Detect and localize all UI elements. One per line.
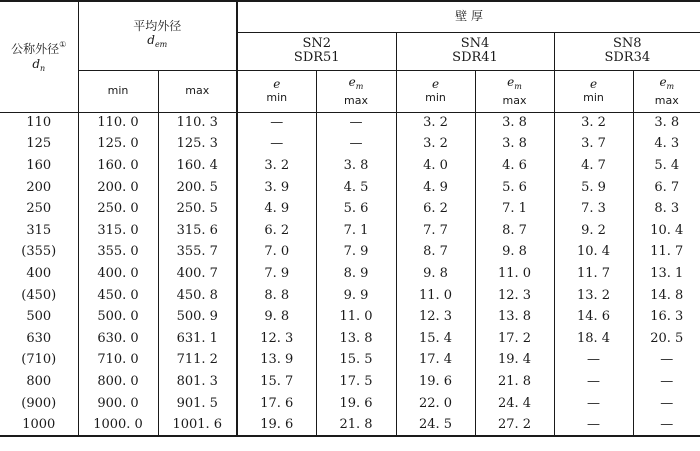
sn2-e-min-cell: 19. 6 — [237, 414, 316, 436]
mean-od-max-cell: 110. 3 — [158, 112, 237, 134]
mean-od-max-cell: 200. 5 — [158, 177, 237, 199]
table-row — [0, 263, 700, 285]
max-label: max — [654, 93, 679, 107]
mean-od-min-cell: 355. 0 — [78, 242, 158, 264]
sn8-e-min-cell: 3. 2 — [554, 112, 633, 134]
group-sn2-header — [237, 32, 396, 70]
sn4-em-max-cell: 9. 8 — [475, 242, 554, 264]
sn4-e-min-cell: 4. 0 — [396, 155, 475, 177]
sn4-em-max-cell: 19. 4 — [475, 350, 554, 372]
em-symbol: e — [348, 74, 356, 89]
group-sdr-label: SDR41 — [452, 50, 498, 65]
sn4-em-max-cell: 11. 0 — [475, 263, 554, 285]
sn2-em-max-cell: 7. 1 — [316, 220, 396, 242]
nominal-od-note: ① — [59, 39, 67, 49]
sn4-e-min-header — [396, 70, 475, 112]
nominal-od-cell: 400 — [26, 265, 52, 281]
sn4-em-max-cell: 8. 7 — [475, 220, 554, 242]
table-row — [0, 328, 700, 350]
sn8-em-max-cell: — — [633, 393, 700, 415]
mean-od-min-cell: 630. 0 — [78, 328, 158, 350]
sn4-e-min-cell: 8. 7 — [396, 242, 475, 264]
sn8-em-max-cell: 3. 8 — [633, 112, 700, 134]
sn4-em-max-cell: 4. 6 — [475, 155, 554, 177]
sn2-em-max-cell: 7. 9 — [316, 242, 396, 264]
sn4-e-min-cell: 4. 9 — [396, 177, 475, 199]
mean-od-header — [78, 1, 237, 70]
sn8-em-max-cell: 6. 7 — [633, 177, 700, 199]
sn2-em-max-cell: 5. 6 — [316, 198, 396, 220]
sn8-e-min-cell: 18. 4 — [554, 328, 633, 350]
sn2-em-max-header — [316, 70, 396, 112]
sn8-em-max-cell: 11. 7 — [633, 242, 700, 264]
nominal-od-cell: 315 — [26, 222, 52, 238]
sn4-em-max-cell: 24. 4 — [475, 393, 554, 415]
table-row — [0, 177, 700, 199]
mean-od-subscript: em — [154, 40, 168, 50]
sn4-e-min-cell: 22. 0 — [396, 393, 475, 415]
table-body — [0, 112, 700, 436]
nominal-od-cell: 1000 — [0, 414, 78, 436]
nominal-od-cell: (450) — [21, 287, 57, 303]
nominal-od-cell: 250 — [26, 201, 52, 217]
nominal-od-subscript: n — [40, 63, 46, 73]
sn4-em-max-cell: 7. 1 — [475, 198, 554, 220]
table-row — [0, 371, 700, 393]
sn2-e-min-header — [237, 70, 316, 112]
table-row — [0, 112, 700, 134]
nominal-od-cell: (900) — [21, 395, 57, 411]
nominal-od-cell: 125 — [26, 136, 52, 152]
sn2-em-max-cell: 11. 0 — [316, 306, 396, 328]
group-sn8-header — [554, 32, 700, 70]
mean-od-min-cell: 200. 0 — [78, 177, 158, 199]
group-sdr-label: SDR34 — [604, 50, 651, 65]
mean-od-min-cell: 315. 0 — [78, 220, 158, 242]
sn4-em-max-cell: 5. 6 — [475, 177, 554, 199]
sn4-e-min-cell: 11. 0 — [396, 285, 475, 307]
sn8-e-min-cell: 14. 6 — [554, 306, 633, 328]
mean-od-max-cell: 125. 3 — [158, 134, 237, 156]
table-row — [0, 134, 700, 156]
sn8-e-min-cell: — — [554, 393, 633, 415]
sn8-e-min-cell: — — [554, 371, 633, 393]
sn8-em-max-cell: 4. 3 — [633, 134, 700, 156]
sn4-e-min-cell: 19. 6 — [396, 371, 475, 393]
sn4-em-max-cell: 27. 2 — [475, 414, 554, 436]
sn8-e-min-cell: — — [554, 350, 633, 372]
table-row — [0, 220, 700, 242]
mean-od-max-cell: 315. 6 — [158, 220, 237, 242]
sn8-e-min-header — [554, 70, 633, 112]
sn4-em-max-cell: 17. 2 — [475, 328, 554, 350]
sn8-em-max-header — [633, 70, 700, 112]
mean-od-min-cell: 125. 0 — [78, 134, 158, 156]
sn8-e-min-cell: 3. 7 — [554, 134, 633, 156]
table-row — [0, 306, 700, 328]
sn4-em-max-cell: 13. 8 — [475, 306, 554, 328]
mean-od-min-cell: 250. 0 — [78, 198, 158, 220]
table-row — [0, 285, 700, 307]
sn8-em-max-cell: 10. 4 — [633, 220, 700, 242]
sn2-e-min-cell: 9. 8 — [237, 306, 316, 328]
table-row — [0, 393, 700, 415]
mean-od-max-cell: 160. 4 — [158, 155, 237, 177]
nominal-od-cell: 200 — [26, 179, 52, 195]
mean-od-max-cell: 631. 1 — [158, 328, 237, 350]
sn2-e-min-cell: — — [237, 112, 316, 134]
min-label: min — [107, 84, 129, 97]
mean-od-max-cell: 450. 8 — [158, 285, 237, 307]
max-label: max — [185, 84, 210, 97]
mean-od-max-cell: 250. 5 — [158, 198, 237, 220]
sn2-em-max-cell: 15. 5 — [316, 350, 396, 372]
sn2-em-max-cell: 8. 9 — [316, 263, 396, 285]
sn8-em-max-cell: 5. 4 — [633, 155, 700, 177]
em-symbol: e — [659, 74, 667, 89]
sn2-e-min-cell: 13. 9 — [237, 350, 316, 372]
sn2-em-max-cell: 13. 8 — [316, 328, 396, 350]
em-subscript: m — [514, 81, 522, 91]
sn2-em-max-cell: — — [316, 112, 396, 134]
sn4-em-max-cell: 21. 8 — [475, 371, 554, 393]
sn4-e-min-cell: 17. 4 — [396, 350, 475, 372]
sn4-e-min-cell: 12. 3 — [396, 306, 475, 328]
sn8-em-max-cell: — — [633, 414, 700, 436]
sn4-e-min-cell: 15. 4 — [396, 328, 475, 350]
mean-od-min-cell: 160. 0 — [78, 155, 158, 177]
sn2-e-min-cell: 8. 8 — [237, 285, 316, 307]
sn2-e-min-cell: — — [237, 134, 316, 156]
sn2-em-max-cell: — — [316, 134, 396, 156]
sn4-e-min-cell: 6. 2 — [396, 198, 475, 220]
mean-od-min-cell: 500. 0 — [78, 306, 158, 328]
mean-od-min-cell: 710. 0 — [78, 350, 158, 372]
sn2-e-min-cell: 3. 9 — [237, 177, 316, 199]
mean-od-min-cell: 800. 0 — [78, 371, 158, 393]
sn8-em-max-cell: 16. 3 — [633, 306, 700, 328]
sn8-em-max-cell: 8. 3 — [633, 198, 700, 220]
sn2-e-min-cell: 7. 9 — [237, 263, 316, 285]
mean-od-max-cell: 500. 9 — [158, 306, 237, 328]
e-symbol: e — [273, 77, 281, 91]
sn8-em-max-cell: 14. 8 — [633, 285, 700, 307]
em-symbol: e — [507, 74, 515, 89]
min-label: min — [266, 91, 288, 104]
sn2-em-max-cell: 3. 8 — [316, 155, 396, 177]
sn4-em-max-cell: 3. 8 — [475, 134, 554, 156]
table-row — [0, 414, 700, 436]
nominal-od-cell: (710) — [21, 352, 57, 368]
mean-od-min-header — [78, 70, 158, 112]
sn2-em-max-cell: 4. 5 — [316, 177, 396, 199]
mean-od-symbol: d — [147, 33, 155, 48]
sn8-e-min-cell: — — [554, 414, 633, 436]
sn4-e-min-cell: 24. 5 — [396, 414, 475, 436]
mean-od-min-cell: 400. 0 — [78, 263, 158, 285]
sn2-e-min-cell: 12. 3 — [237, 328, 316, 350]
nominal-od-symbol: d — [32, 56, 41, 71]
min-label: min — [425, 91, 446, 104]
max-label: max — [344, 93, 368, 107]
sn2-e-min-cell: 15. 7 — [237, 371, 316, 393]
sn8-em-max-cell: 20. 5 — [633, 328, 700, 350]
nominal-od-header — [0, 1, 78, 112]
sn2-e-min-cell: 17. 6 — [237, 393, 316, 415]
nominal-od-cell: 110 — [26, 115, 52, 131]
sn8-em-max-cell: — — [633, 371, 700, 393]
sn8-e-min-cell: 11. 7 — [554, 263, 633, 285]
sn4-em-max-header — [475, 70, 554, 112]
table-row — [0, 242, 700, 264]
table-row — [0, 198, 700, 220]
sn4-e-min-cell: 7. 7 — [396, 220, 475, 242]
mean-od-label: 平均外径 — [133, 19, 182, 34]
sn2-em-max-cell: 9. 9 — [316, 285, 396, 307]
wall-thickness-header — [237, 1, 700, 32]
nominal-od-cell: 500 — [26, 309, 52, 325]
sn4-e-min-cell: 3. 2 — [396, 134, 475, 156]
group-sn-label: SN2 — [302, 36, 332, 51]
sn8-e-min-cell: 13. 2 — [554, 285, 633, 307]
group-sdr-label: SDR51 — [293, 50, 340, 65]
e-symbol: e — [431, 77, 440, 91]
mean-od-min-cell: 900. 0 — [78, 393, 158, 415]
mean-od-max-cell: 400. 7 — [158, 263, 237, 285]
sn8-e-min-cell: 10. 4 — [554, 242, 633, 264]
sn8-e-min-cell: 9. 2 — [554, 220, 633, 242]
mean-od-max-header — [158, 70, 237, 112]
sn2-em-max-cell: 17. 5 — [316, 371, 396, 393]
mean-od-max-cell: 801. 3 — [158, 371, 237, 393]
sn4-em-max-cell: 12. 3 — [475, 285, 554, 307]
mean-od-min-cell: 110. 0 — [78, 112, 158, 134]
nominal-od-cell: (355) — [21, 244, 57, 260]
group-sn-label: SN4 — [460, 36, 490, 51]
sn8-em-max-cell: 13. 1 — [633, 263, 700, 285]
sn4-em-max-cell: 3. 8 — [475, 112, 554, 134]
mean-od-max-cell: 1001. 6 — [158, 414, 237, 436]
mean-od-max-cell: 355. 7 — [158, 242, 237, 264]
mean-od-min-cell: 450. 0 — [78, 285, 158, 307]
nominal-od-cell: 800 — [26, 373, 52, 389]
mean-od-max-cell: 711. 2 — [158, 350, 237, 372]
sn8-em-max-cell: — — [633, 350, 700, 372]
nominal-od-label: 公称外径 — [11, 41, 60, 56]
sn2-em-max-cell: 19. 6 — [316, 393, 396, 415]
table-row — [0, 350, 700, 372]
sn4-e-min-cell: 3. 2 — [396, 112, 475, 134]
sn2-e-min-cell: 3. 2 — [237, 155, 316, 177]
em-subscript: m — [355, 81, 364, 91]
sn2-em-max-cell: 21. 8 — [316, 414, 396, 436]
sn2-e-min-cell: 4. 9 — [237, 198, 316, 220]
sn2-e-min-cell: 6. 2 — [237, 220, 316, 242]
em-subscript: m — [666, 81, 675, 91]
nominal-od-cell: 630 — [26, 330, 52, 346]
nominal-od-cell: 160 — [26, 157, 52, 173]
table-row — [0, 155, 700, 177]
sn8-e-min-cell: 7. 3 — [554, 198, 633, 220]
max-label: max — [502, 93, 527, 107]
wall-thickness-label: 壁 厚 — [455, 9, 483, 24]
e-symbol: e — [589, 77, 598, 91]
mean-od-min-cell: 1000. 0 — [78, 414, 158, 436]
sn4-e-min-cell: 9. 8 — [396, 263, 475, 285]
sn8-e-min-cell: 5. 9 — [554, 177, 633, 199]
sn2-e-min-cell: 7. 0 — [237, 242, 316, 264]
sn8-e-min-cell: 4. 7 — [554, 155, 633, 177]
group-sn4-header — [396, 32, 554, 70]
min-label: min — [583, 91, 604, 104]
group-sn-label: SN8 — [613, 36, 642, 51]
mean-od-max-cell: 901. 5 — [158, 393, 237, 415]
